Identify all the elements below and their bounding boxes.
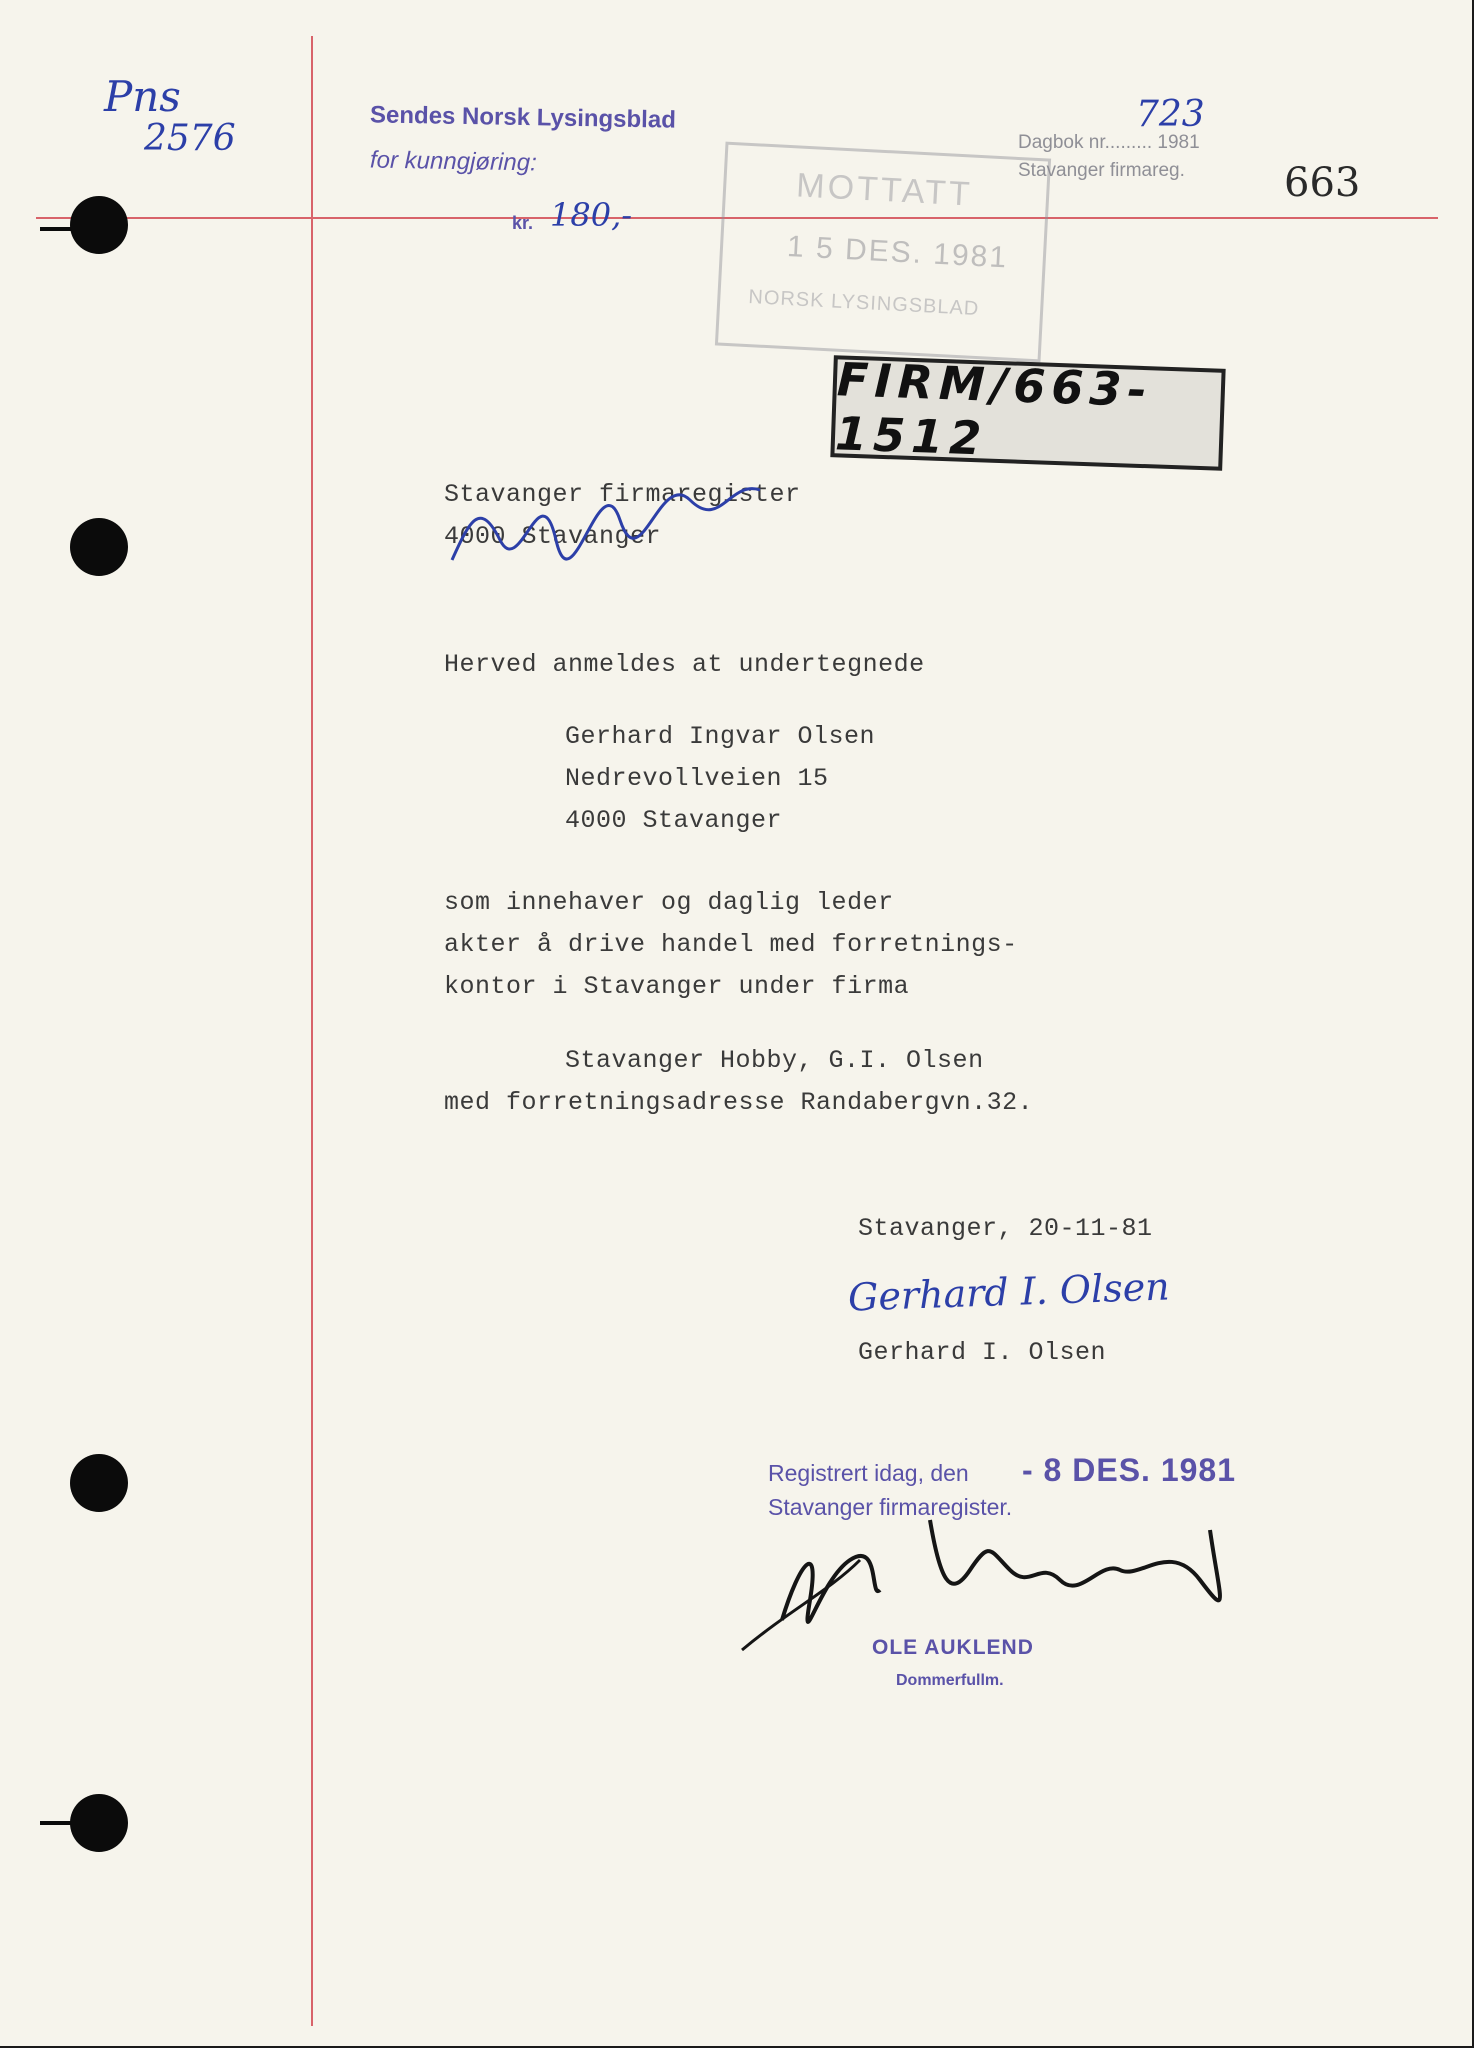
registration-line1: Registrert idag, den — [768, 1460, 969, 1486]
firm-name: Stavanger Hobby, G.I. Olsen — [565, 1046, 984, 1075]
dagbok-line2: Stavanger firmareg. — [1018, 160, 1185, 181]
recipient-line1: Stavanger firmaregister — [444, 480, 801, 509]
received-stamp-date: 1 5 DES. 1981 — [786, 229, 1009, 275]
person-street: Nedrevollveien 15 — [565, 764, 829, 793]
body-line1: som innehaver og daglig leder — [444, 888, 894, 917]
person-city: 4000 Stavanger — [565, 806, 783, 835]
header-stamp-line1: Sendes Norsk Lysingsblad — [369, 101, 677, 134]
body-line2: akter å drive handel med forretnings- — [444, 930, 1018, 959]
dagbok-number: 723 — [1136, 94, 1205, 135]
official-name: OLE AUKLEND — [872, 1636, 1034, 1659]
intro-line: Herved anmeldes at undertegnede — [444, 650, 925, 679]
fee-value: 180,- — [550, 196, 633, 234]
fee-prefix: kr. — [512, 213, 534, 233]
received-stamp-title: MOTTATT — [795, 166, 974, 214]
header-stamp-line2: for kunngjøring: — [369, 146, 537, 177]
business-address: med forretningsadresse Randabergvn.32. — [444, 1088, 1034, 1117]
person-name: Gerhard Ingvar Olsen — [565, 722, 876, 751]
corner-note-line1: Pns — [104, 72, 181, 121]
handwritten-signature: Gerhard I. Olsen — [847, 1264, 1171, 1320]
registration-date: - 8 DES. 1981 — [1022, 1452, 1236, 1488]
firm-reference-number: FIRM/663-1512 — [834, 352, 1154, 466]
dagbok-line1: Dagbok nr......... 1981 — [1018, 132, 1200, 153]
page-number: 663 — [1284, 160, 1361, 206]
recipient-line2: 4000 Stavanger — [444, 522, 662, 551]
official-title: Dommerfullm. — [896, 1672, 1004, 1689]
body-line3: kontor i Stavanger under firma — [444, 972, 910, 1001]
place-date: Stavanger, 20-11-81 — [858, 1214, 1153, 1243]
corner-note-line2: 2576 — [144, 118, 236, 159]
typed-signature: Gerhard I. Olsen — [858, 1338, 1107, 1367]
received-stamp-org: NORSK LYSINGSBLAD — [747, 286, 980, 321]
registration-line2: Stavanger firmaregister. — [768, 1494, 1013, 1520]
strike-through-scribble — [452, 489, 760, 560]
